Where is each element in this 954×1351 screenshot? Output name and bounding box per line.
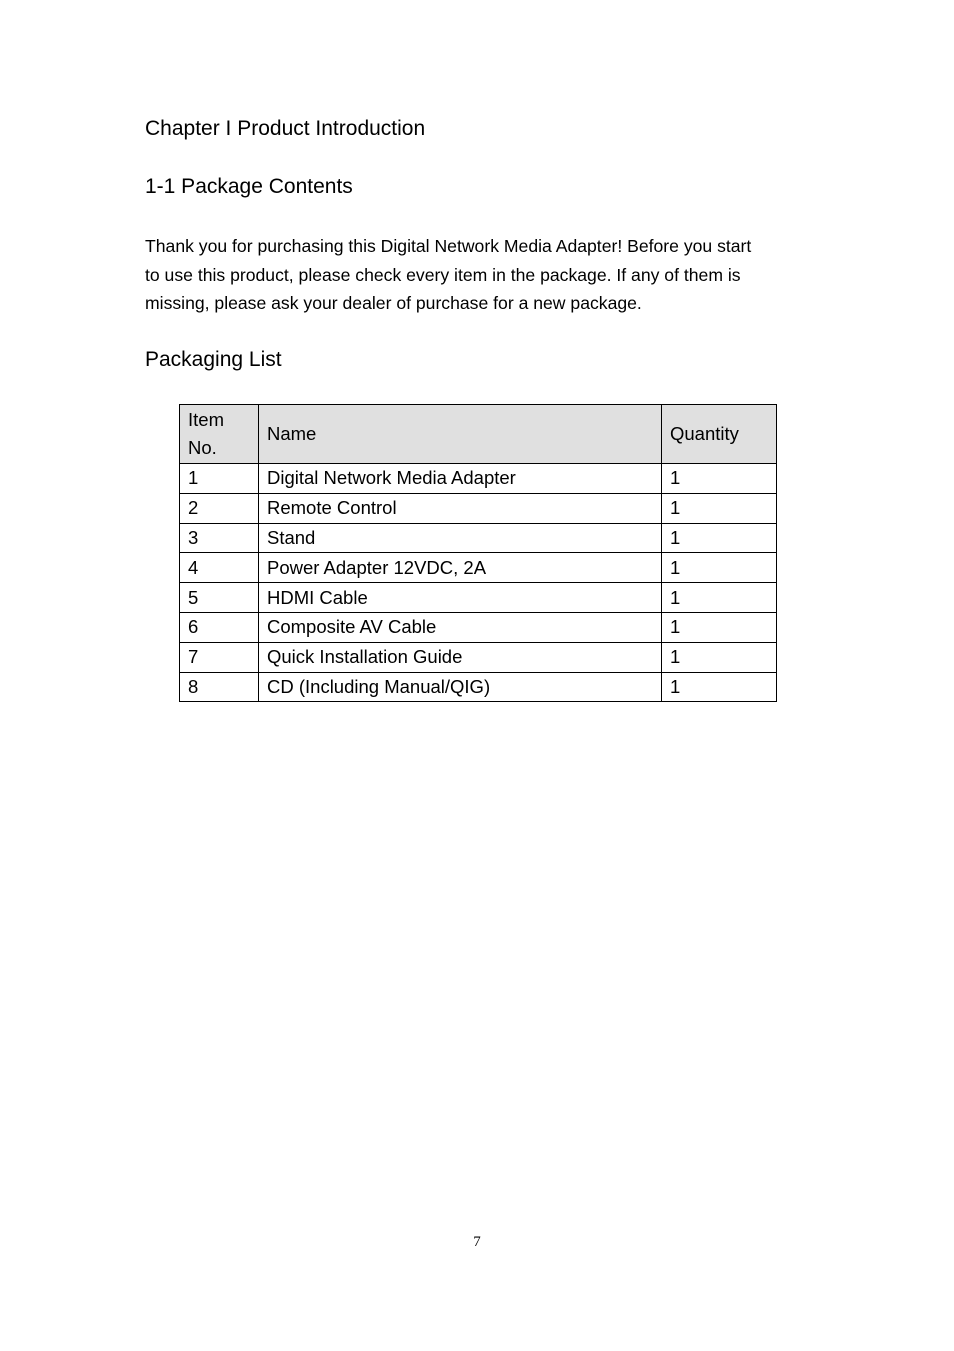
quantity-cell: 1 <box>662 464 777 494</box>
table-row <box>180 672 777 702</box>
quantity-cell: 1 <box>662 672 777 702</box>
item-name-cell: Stand <box>259 523 662 553</box>
header-name: Name <box>259 405 662 464</box>
table-row <box>180 642 777 672</box>
quantity-cell: 1 <box>662 553 777 583</box>
table-row <box>180 523 777 553</box>
intro-paragraph <box>145 232 825 318</box>
table-body <box>180 464 777 702</box>
item-no-cell: 1 <box>180 464 259 494</box>
table-header-row <box>180 405 777 464</box>
table-row <box>180 553 777 583</box>
item-no-cell: 8 <box>180 672 259 702</box>
item-no-cell: 6 <box>180 612 259 642</box>
header-item-no <box>180 405 259 464</box>
quantity-cell: 1 <box>662 493 777 523</box>
item-no-cell: 7 <box>180 642 259 672</box>
header-quantity: Quantity <box>662 405 777 464</box>
item-name-cell: Power Adapter 12VDC, 2A <box>259 553 662 583</box>
table-row <box>180 612 777 642</box>
packaging-list-title: Packaging List <box>145 348 282 371</box>
intro-line: Thank you for purchasing this Digital Network Media Adapter! Before you start <box>145 236 752 256</box>
item-name-cell: HDMI Cable <box>259 583 662 613</box>
quantity-cell: 1 <box>662 642 777 672</box>
table-row <box>180 583 777 613</box>
item-no-cell: 2 <box>180 493 259 523</box>
item-name-cell: Composite AV Cable <box>259 612 662 642</box>
header-item-label: Item <box>188 409 224 430</box>
quantity-cell: 1 <box>662 583 777 613</box>
item-no-cell: 4 <box>180 553 259 583</box>
item-no-cell: 3 <box>180 523 259 553</box>
intro-line: to use this product, please check every item in the package. If any of them is <box>145 264 741 285</box>
item-name-cell: Digital Network Media Adapter <box>259 464 662 494</box>
item-no-cell: 5 <box>180 583 259 613</box>
quantity-cell: 1 <box>662 523 777 553</box>
item-name-cell: Quick Installation Guide <box>259 642 662 672</box>
table-row <box>180 464 777 494</box>
quantity-cell: 1 <box>662 612 777 642</box>
packaging-list-table <box>179 404 777 702</box>
intro-line: missing, please ask your dealer of purchase for a new package. <box>145 293 642 313</box>
chapter-title: Chapter I Product Introduction <box>145 117 426 140</box>
item-name-cell: Remote Control <box>259 493 662 523</box>
page-number: 7 <box>473 1234 481 1250</box>
item-name-cell: CD (Including Manual/QIG) <box>259 672 662 702</box>
section-title: 1-1 Package Contents <box>145 175 353 198</box>
header-no-label: No. <box>188 437 217 458</box>
table-row <box>180 493 777 523</box>
